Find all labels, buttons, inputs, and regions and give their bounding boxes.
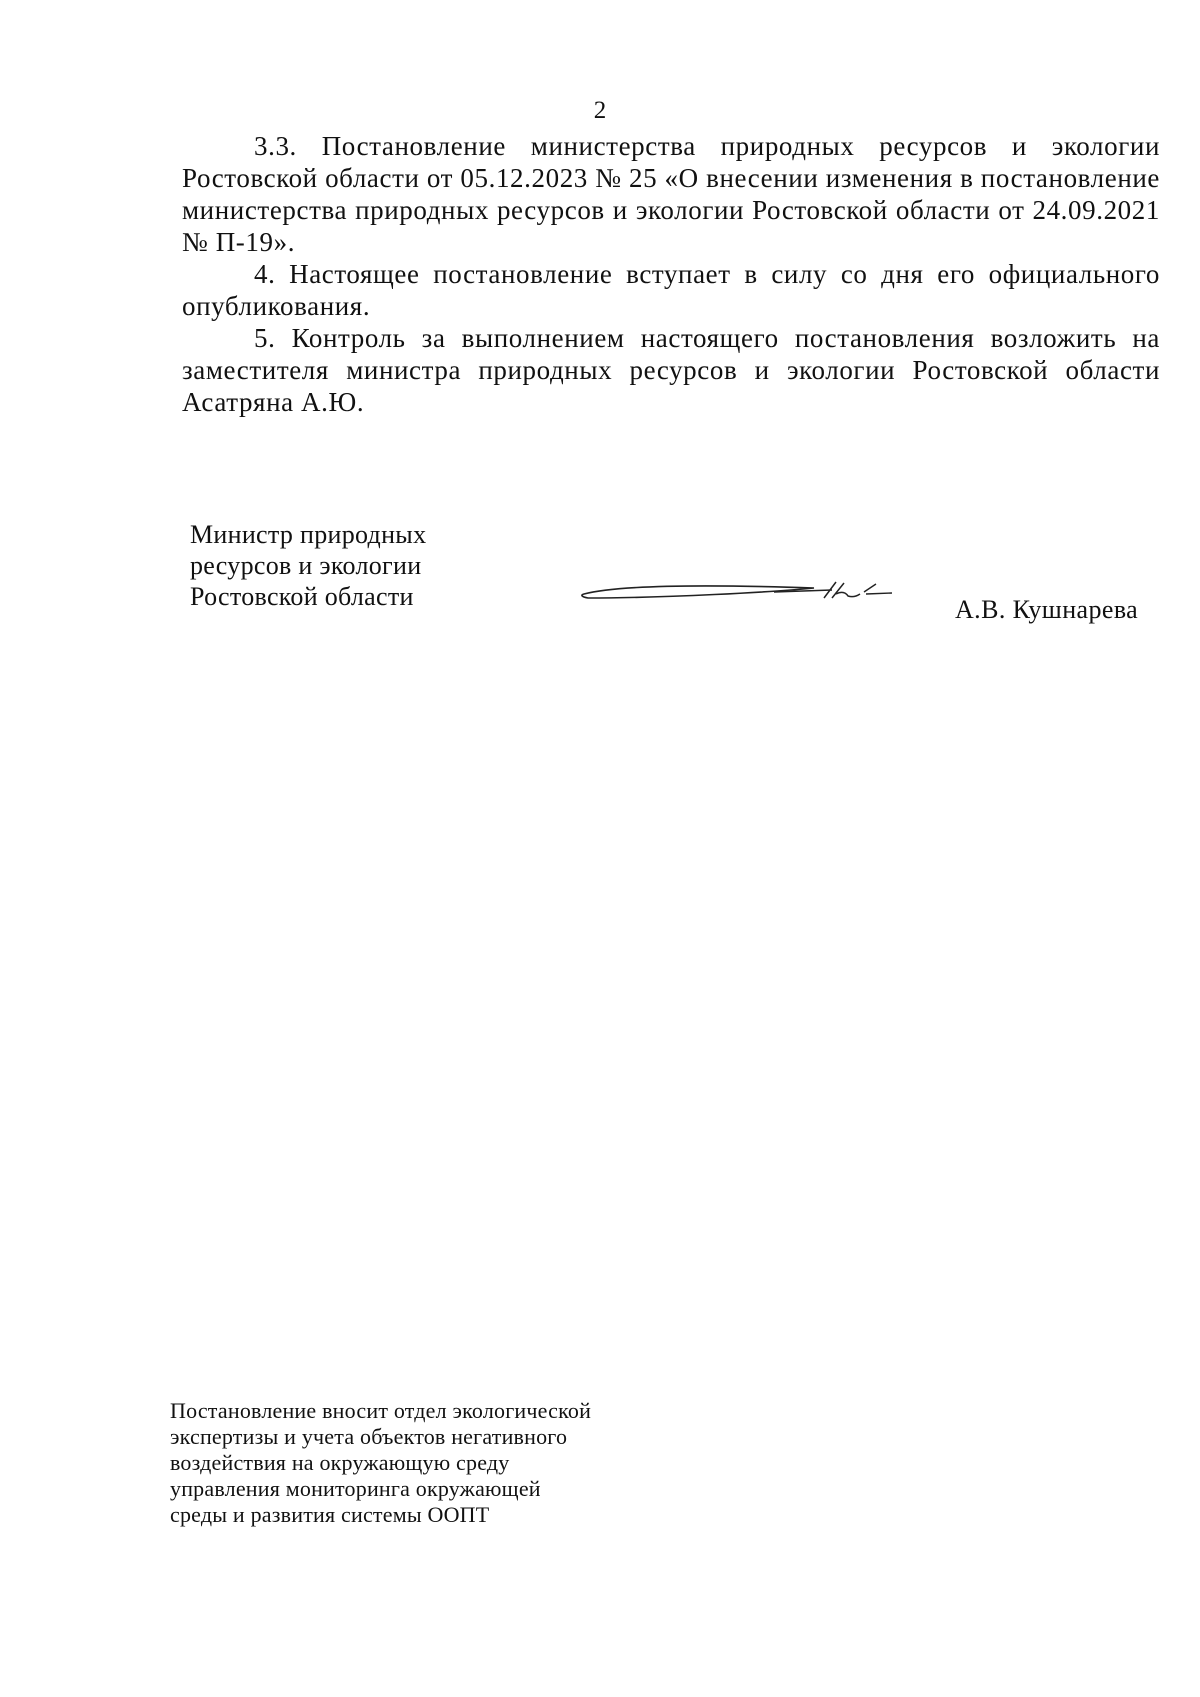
- submitter-note-line: среды и развития системы ООПТ: [170, 1502, 490, 1527]
- paragraph-5: 5. Контроль за выполнением настоящего постановления возложить на заместителя министра природных ресурсов и экологии Ростовской области Асатряна А.Ю.: [182, 323, 1160, 417]
- submitter-note-line: воздействия на окружающую среду: [170, 1450, 510, 1475]
- signatory-title-line: ресурсов и экологии: [190, 551, 422, 580]
- submitter-note-line: управления мониторинга окружающей: [170, 1476, 541, 1501]
- paragraph-3-3: 3.3. Постановление министерства природных ресурсов и экологии Ростовской области от 05.12.2023 № 25 «О внесении изменения в постановление министерства природных ресурсов и экологии Ростовской области от 24.09.2021 № П-19».: [182, 131, 1160, 257]
- document-body: [182, 130, 1160, 418]
- signatory-title-line: Министр природных: [190, 520, 427, 549]
- signatory-name: А.В. Кушнарева: [955, 595, 1139, 624]
- signatory-title: [190, 519, 426, 612]
- signatory-title-line: Ростовской области: [190, 582, 414, 611]
- handwritten-signature: [574, 574, 894, 614]
- paragraph-4: 4. Настоящее постановление вступает в силу со дня его официального опубликования.: [182, 259, 1160, 321]
- submitter-note-line: Постановление вносит отдел экологической: [170, 1398, 592, 1423]
- submitter-note: [170, 1398, 591, 1528]
- page-number: 2: [593, 97, 607, 124]
- submitter-note-line: экспертизы и учета объектов негативного: [170, 1424, 568, 1449]
